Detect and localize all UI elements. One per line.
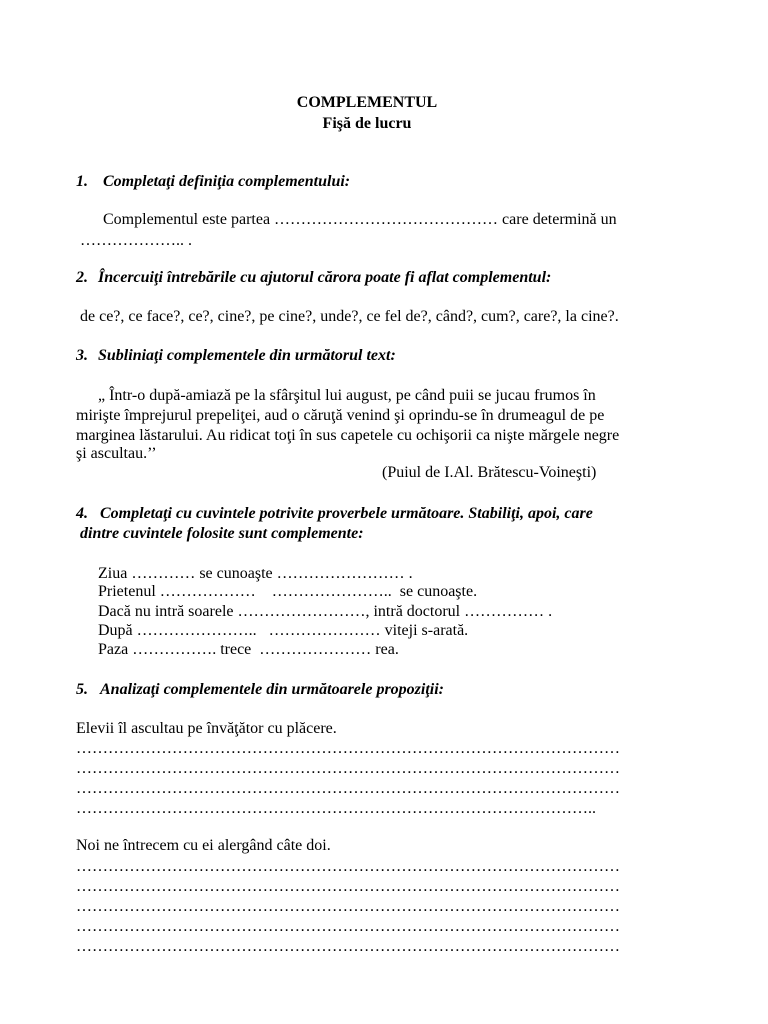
q3-number: 3. [76,347,88,364]
q5-number: 5. [76,681,88,698]
q5-answer-line[interactable]: …………………………………………………………………………………….. [76,800,596,817]
q4-number: 4. [76,505,88,522]
q1-heading: Completaţi definiţia complementului: [103,173,351,190]
q2-number: 2. [76,269,88,286]
q5-answer-line[interactable]: ………………………………………………………………………………………… [76,760,620,777]
q5-answer-line[interactable]: ………………………………………………………………………………………… [76,898,620,915]
page-title: COMPLEMENTUL [296,94,438,111]
q5-sentence-2: Noi ne întrecem cu ei alergând câte doi. [76,837,331,854]
q5-answer-line[interactable]: ………………………………………………………………………………………… [76,878,620,895]
q4-proverb: Prietenul ……………… ………………….. se cunoaşte. [98,583,478,600]
q4-heading-line1: Completaţi cu cuvintele potrivite proverbele următoare. Stabiliţi, apoi, care [100,505,593,522]
q3-text-line: şi ascultau.’’ [76,445,157,462]
q3-text-line: mirişte împrejurul prepeliţei, aud o căruţă venind şi oprindu-se în drumeagul de pe [76,407,605,424]
q5-sentence-1: Elevii îl ascultau pe învăţător cu plăcere. [76,720,337,737]
page-subtitle: Fişă de lucru [322,115,412,132]
q1-number: 1. [76,173,88,190]
q5-heading: Analizaţi complementele din următoarele propoziţii: [100,681,445,698]
q2-heading: Încercuiţi întrebările cu ajutorul cărora poate fi aflat complementul: [98,269,552,286]
q4-proverb: După ………………….. ………………… viteji s-arată. [98,622,469,639]
q5-answer-line[interactable]: ………………………………………………………………………………………… [76,780,620,797]
q3-source: (Puiul de I.Al. Brătescu-Voineşti) [382,464,597,481]
q5-answer-line[interactable]: ………………………………………………………………………………………… [76,740,620,757]
q3-heading: Subliniaţi complementele din următorul text: [98,347,396,364]
q1-definition-line1: Complementul este partea …………………………………… care determină un [103,211,617,228]
q2-questions: de ce?, ce face?, ce?, cine?, pe cine?, unde?, ce fel de?, când?, cum?, care?, la cine?. [80,308,619,325]
q3-text-line: „ Într-o după-amiază pe la sfârşitul lui august, pe când puii se jucau frumos în [98,387,596,404]
q4-proverb: Dacă nu intră soarele ……………………, intră doctorul …………… . [98,603,553,620]
q1-definition-line2: ……………….. . [80,232,192,249]
q3-text-line: marginea lăstarului. Au ridicat toţi în sus capetele cu ochişorii ca nişte mărgele negre [76,427,620,444]
q4-proverb: Ziua ………… se cunoaşte …………………… . [98,565,413,582]
q4-heading-line2: dintre cuvintele folosite sunt complemente: [80,525,364,542]
q5-answer-line[interactable]: ………………………………………………………………………………………… [76,938,620,955]
q4-proverb: Paza ……………. trece ………………… rea. [98,641,399,658]
q5-answer-line[interactable]: ………………………………………………………………………………………… [76,918,620,935]
q5-answer-line[interactable]: ………………………………………………………………………………………… [76,858,620,875]
